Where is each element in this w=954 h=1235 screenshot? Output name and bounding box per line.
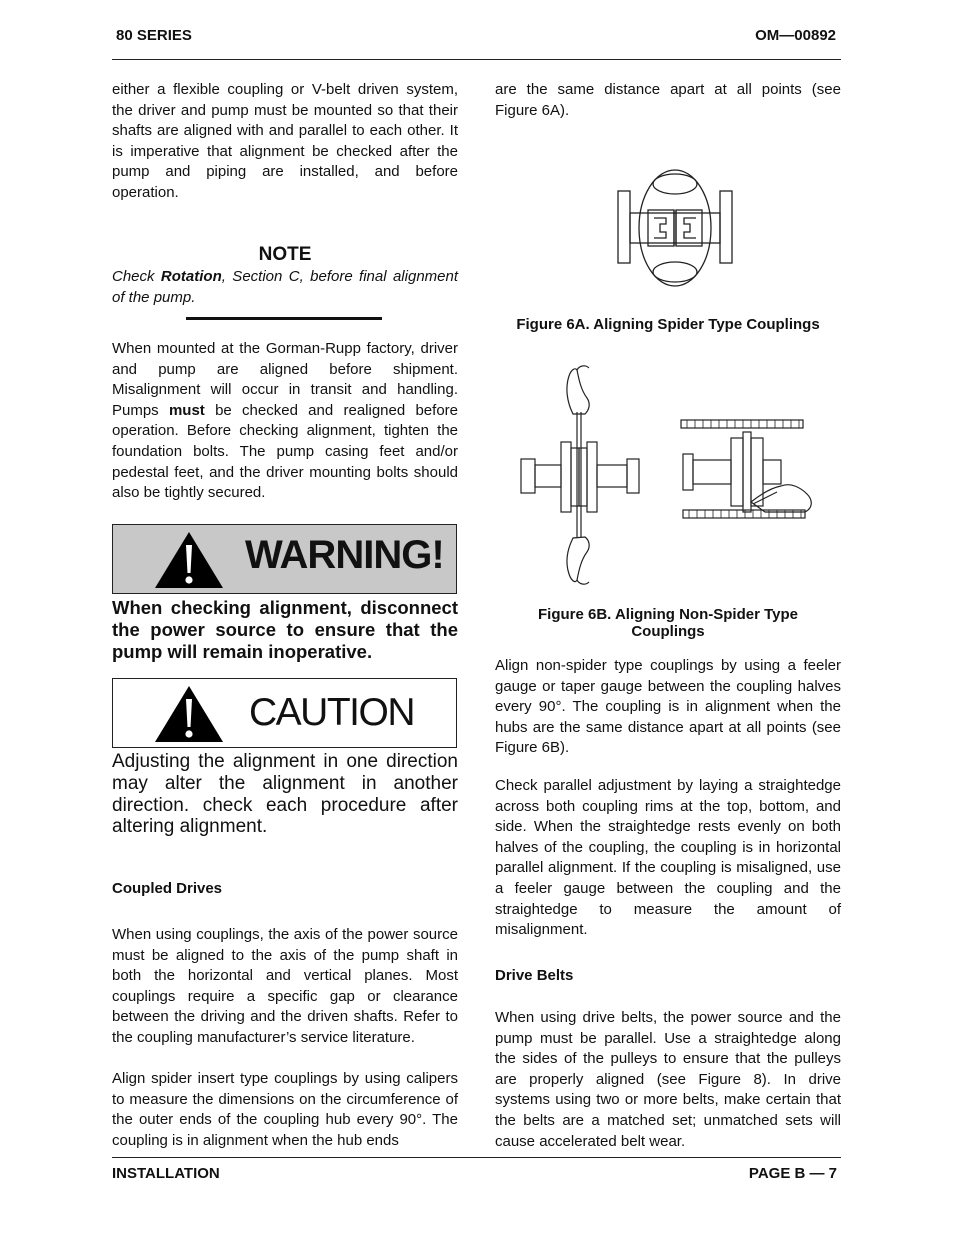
note-title: NOTE (258, 244, 312, 265)
coupled-drives-title: Coupled Drives (112, 880, 223, 897)
parallel-paragraph: Check parallel adjustment by laying a straightedge across both coupling rims at the top, bottom, and side. When the straightedge rests evenly on both halves of the coupling, the coupling is in horizontal parallel alignment. If the coupling is misaligned, use a feeler gauge between the coupling and the straightedge to measure the amount of misalignment. (495, 777, 841, 939)
intro-paragraph: either a flexible coupling or V-belt driven system, the driver and pump must be mounted so that their shafts are aligned with and parallel to each other. It is imperative that alignment be checked after the pump and piping are installed, and before operation. (112, 81, 458, 201)
header-doc-number: OM—00892 (755, 27, 836, 44)
warning-triangle-icon (153, 530, 225, 590)
note-body: Check Rotation, Section C, before final alignment of the pump. (112, 268, 459, 306)
footer-rule (112, 1157, 841, 1158)
non-spider-paragraph: Align non-spider type couplings by using a feeler gauge or taper gauge between the coupling halves every 90°. The coupling is in alignment when the hubs are the same distance apart at all points (see Figure 6B). (495, 657, 841, 757)
warning-text: When checking alignment, disconnect the power source to ensure that the pump will remain inoperative. (112, 597, 458, 662)
right-intro: are the same distance apart at all points (see Figure 6A). (495, 81, 841, 119)
caution-banner (112, 678, 457, 748)
couplings-paragraph: When using couplings, the axis of the power source must be aligned to the axis of the pump shaft in both the horizontal and vertical planes. Most couplings require a specific gap or clearance between the driving and the driven shafts. Refer to the coupling manufacturer’s service literature. (112, 926, 458, 1046)
rotation-ref: Rotation (160, 268, 222, 285)
caution-triangle-icon (153, 684, 225, 744)
header-series: 80 SERIES (116, 27, 192, 44)
spider-paragraph: Align spider insert type couplings by using calipers to measure the dimensions on the circumference of the outer ends of the coupling hub every 90°. The coupling is in alignment when the hub ends (112, 1070, 458, 1149)
figure-6b-caption: Figure 6B. Aligning Non-Spider Type Couplings (537, 606, 798, 640)
header-rule (112, 59, 841, 60)
footer-page-number: PAGE B — 7 (748, 1165, 837, 1182)
factory-paragraph: When mounted at the Gorman-Rupp factory, driver and pump are aligned before shipment. Misalignment will occur in transit and handling. Pumps must be checked and realigned before operation. Before checking alignment, tighten the foundation bolts. The pump casing feet and/or pedestal feet, and the driver mounting bolts should also be tightly secured. (112, 340, 458, 502)
figure-6a-caption: Figure 6A. Aligning Spider Type Couplings (516, 316, 820, 333)
drive-belts-paragraph: When using drive belts, the power source and the pump must be parallel. Use a straightedge along the sides of the pulleys to ensure that the pulleys are properly aligned (see Figure 8). In drive systems using two or more belts, make certain that the belts are a matched set; unmatched sets will cause accelerated belt wear. (495, 1009, 841, 1150)
warning-banner (112, 524, 457, 594)
figure-6b-non-spider-coupling (515, 362, 820, 592)
left-column (112, 80, 458, 204)
figure-6a-spider-coupling (610, 166, 740, 290)
note-divider (186, 317, 382, 320)
caution-text: Adjusting the alignment in one direction may alter the alignment in another direction. check each procedure after altering alignment. (112, 751, 458, 838)
footer-section: INSTALLATION (112, 1165, 220, 1182)
caution-word: CAUTION (249, 691, 414, 734)
drive-belts-title: Drive Belts (495, 967, 574, 984)
warning-word: WARNING! (245, 533, 444, 577)
